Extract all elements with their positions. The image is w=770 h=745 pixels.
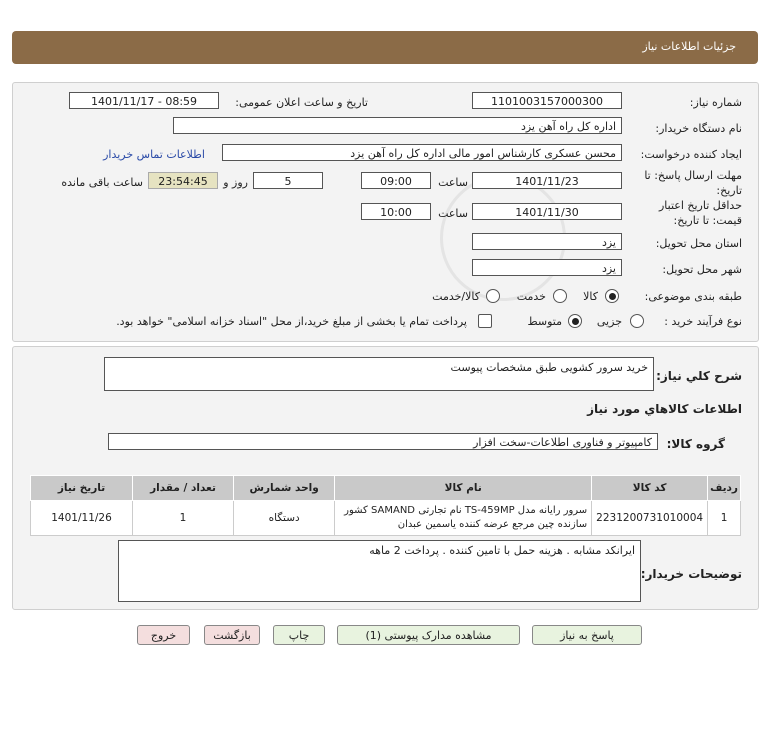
exit-button[interactable]: خروج	[137, 625, 190, 645]
treasury-payment-checkbox[interactable]	[478, 314, 492, 328]
col-unit: واحد شمارش	[234, 476, 335, 501]
cell-code: 2231200731010004	[592, 501, 708, 536]
treasury-payment-note: پرداخت تمام یا بخشی از مبلغ خرید،از محل "اسناد خزانه اسلامی" خواهد بود.	[116, 315, 467, 328]
process-option-medium: متوسط	[527, 315, 562, 328]
summary-field: خرید سرور کشویی طبق مشخصات پیوست	[104, 357, 654, 391]
buyer-org-field: اداره کل راه آهن یزد	[173, 117, 622, 134]
view-docs-button[interactable]: مشاهده مدارک پیوستی (1)	[337, 625, 520, 645]
col-code: کد کالا	[592, 476, 708, 501]
creator-field: محسن عسکری کارشناس امور مالی اداره کل راه آهن یزد	[222, 144, 622, 161]
province-label: استان محل تحویل:	[655, 237, 742, 250]
process-radio-minor[interactable]	[630, 314, 644, 328]
deadline-date-field: 1401/11/23	[472, 172, 622, 189]
deadline-time-field: 09:00	[361, 172, 431, 189]
deadline-label-2: تاریخ:	[716, 184, 742, 197]
print-button[interactable]: چاپ	[273, 625, 325, 645]
cell-name	[335, 501, 592, 536]
category-option-service: خدمت	[516, 290, 546, 303]
back-button[interactable]: بازگشت	[204, 625, 260, 645]
goods-group-field: کامپیوتر و فناوری اطلاعات-سخت افزار	[108, 433, 658, 450]
summary-label: شرح کلي نياز:	[656, 369, 742, 383]
need-number-label: شماره نیاز:	[689, 96, 742, 109]
goods-table-header	[31, 476, 741, 501]
process-radio-medium[interactable]	[568, 314, 582, 328]
announce-label: تاریخ و ساعت اعلان عمومی:	[235, 96, 368, 109]
page-header	[12, 31, 758, 64]
buyer-contact-link[interactable]: اطلاعات تماس خریدار	[103, 148, 205, 161]
category-option-goods-service: کالا/خدمت	[432, 290, 480, 303]
category-radio-goods-service[interactable]	[486, 289, 500, 303]
cell-name-line1: سرور رایانه مدل TS-459MP نام تجارتی SAMAND کشور	[344, 505, 588, 516]
col-name: نام کالا	[335, 476, 592, 501]
cell-name-line2: سازنده چین مرجع عرضه کننده یاسمین عبدان	[397, 519, 588, 530]
col-date: تاریخ نیاز	[31, 476, 133, 501]
deadline-label-1: مهلت ارسال پاسخ: تا	[644, 169, 742, 182]
col-qty: تعداد / مقدار	[133, 476, 234, 501]
remaining-time-field: 23:54:45	[148, 172, 218, 189]
page-title: جزئیات اطلاعات نیاز	[642, 40, 736, 53]
cell-qty: 1	[133, 501, 234, 536]
process-label: نوع فرآیند خرید :	[664, 315, 742, 328]
process-option-minor: جزیی	[596, 315, 622, 328]
days-label: روز و	[223, 176, 248, 189]
city-label: شهر محل تحویل:	[662, 263, 742, 276]
validity-time-field: 10:00	[361, 203, 431, 220]
province-field: یزد	[472, 233, 622, 250]
city-field: یزد	[472, 259, 622, 276]
creator-label: ایجاد کننده درخواست:	[640, 148, 742, 161]
days-field: 5	[253, 172, 323, 189]
validity-date-field: 1401/11/30	[472, 203, 622, 220]
category-radio-service[interactable]	[553, 289, 567, 303]
buyer-notes-field: ایرانکد مشابه . هزینه حمل با تامین کننده . پرداخت 2 ماهه	[118, 540, 641, 602]
deadline-time-label: ساعت	[438, 176, 468, 189]
validity-label-1: حداقل تاریخ اعتبار	[658, 199, 742, 212]
goods-section-title: اطلاعات کالاهاي مورد نياز	[587, 402, 742, 416]
cell-unit: دستگاه	[234, 501, 335, 536]
cell-row: 1	[708, 501, 741, 536]
category-label: طبقه بندی موضوعی:	[644, 290, 742, 303]
reply-button[interactable]: پاسخ به نیاز	[532, 625, 642, 645]
category-option-goods: کالا	[583, 290, 598, 303]
col-row: ردیف	[708, 476, 741, 501]
goods-table	[30, 475, 741, 536]
table-row	[31, 501, 741, 536]
need-number-field: 1101003157000300	[472, 92, 622, 109]
buyer-org-label: نام دستگاه خریدار:	[655, 122, 742, 135]
cell-date: 1401/11/26	[31, 501, 133, 536]
validity-label-2: قیمت: تا تاریخ:	[673, 214, 742, 227]
validity-time-label: ساعت	[438, 207, 468, 220]
remaining-label: ساعت باقی مانده	[61, 176, 143, 189]
goods-group-label: گروه کالا:	[666, 437, 725, 451]
announce-field: 1401/11/17 - 08:59	[69, 92, 219, 109]
buyer-notes-label: توضیحات خریدار:	[640, 567, 742, 581]
category-radio-goods[interactable]	[605, 289, 619, 303]
